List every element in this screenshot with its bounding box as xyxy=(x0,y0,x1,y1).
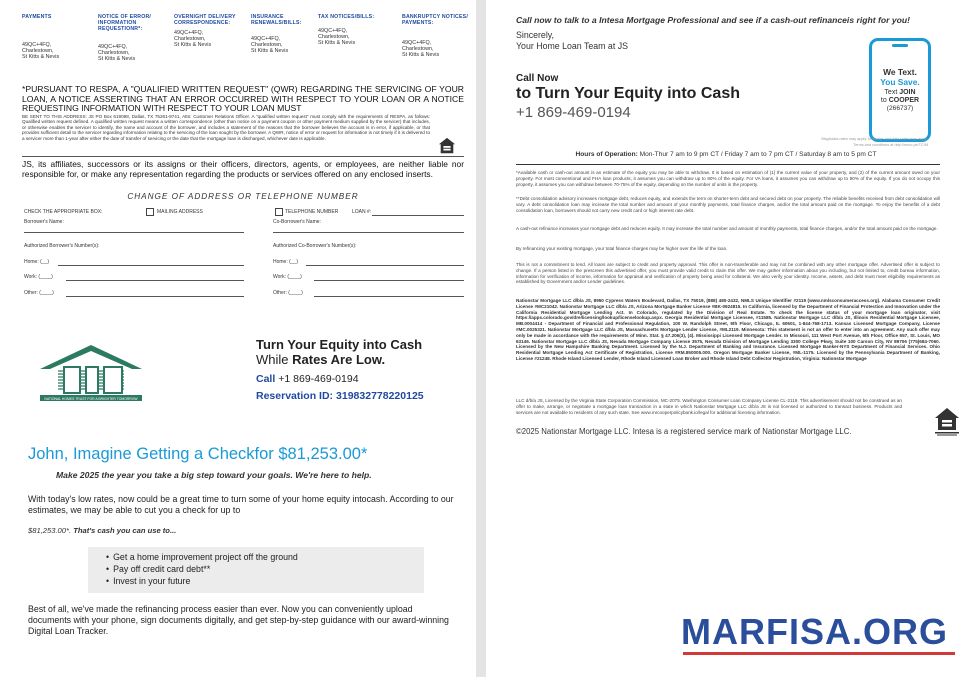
sincerely: Sincerely, xyxy=(516,30,554,40)
watermark-underline xyxy=(683,652,955,655)
equal-housing-opportunity-icon xyxy=(934,406,960,436)
column-address: 49QC+4FQ, Charlestown, St Kitts & Nevis xyxy=(174,30,212,49)
call-now-phone[interactable]: +1 869-469-0194 xyxy=(516,104,631,121)
co-home-phone-label: Home: (__) xyxy=(273,259,299,265)
promo-phone-link[interactable]: +1 869-469-0194 xyxy=(278,373,359,385)
benefits-list xyxy=(98,551,414,587)
hours-label: Hours of Operation: xyxy=(575,151,638,158)
promo-title: Turn Your Equity into Cash xyxy=(256,337,423,352)
closing-paragraph: Best of all, we've made the refinancing process easier than ever. Now you can conveniently upload documents with your phone, sign documents digitally, and get step-by-step guidance with our award-winning Digital Loan Tracker. xyxy=(28,604,449,636)
coborrower-name-label: Co-Borrower's Name: xyxy=(273,219,321,225)
auth-borrower-label: Authorized Borrower's Number(s): xyxy=(24,243,100,249)
list-item: • Get a home improvement project off the ground xyxy=(106,551,414,563)
phone-line-2: You Save. xyxy=(880,77,920,87)
licensing-disclaimer: Nationstar Mortgage LLC d/b/a JS, 8950 Cypress Waters Boulevard, Dallas, TX 75019, (888) 480-2432, NMLS Unique Identifier #2119 (www.nmlsconsumeraccess.org). Alabama Consumer Credit License #MC21042. Nationstar Mortgage LLC d/b/a JS, Arizona Mortgage Banker License #BK-0924815. In California, licensed by the Department of Financial Protection and Innovation under the California Residential Mortgage Lending Act. In Colorado, regulated by the Division of Real Estate. To check the license status of your mortgage loan originator, visit https://apps.colorado.gov/dre/licensing/lookup/licenselookup.aspx. Georgia Residential Mortgage Licensee, #11585. Nationstar Mortgage LLC d/b/a JS, Illinois Residential Mortgage Licensee, MB.0004414 - Department of Financial and Professional Regulation, 100 W. Randolph Street, 9th Floor, Chicago, IL 60601, 1-844-768-1713. Kansas Licensed Mortgage Company, License #MC.0025321. Nationstar Mortgage LLC d/b/a JS, Massachusetts Mortgage Lender License, #ML2119. Minnesota: This statement is not an offer to enter into an agreement. Any such offer may only be made in accordance with the requirements of Minn. Stat. § 47.206(3), (4). Mississippi Licensed Mortgage Lender. In Missouri, 111 West Port Avenue, 6th Floor, Office 657, St. Louis, MO 63146. Nationstar Mortgage LLC d/b/a JS, Nevada Mortgage Company License 3575, Nevada Division of Mortgage Lending 3300 College Pkwy, Suite 100 Carson City, NV 89706 (775)684-7060. Licensed by the New Hampshire Banking Department. Licensed by the N.J. Department of Banking and Insurance. Licensed Mortgage Banker-NYS Department of Financial Services. Ohio Residential Mortgage Lending Act Certificate of Registration, License #RM.850005.000. Oregon Mortgage Banker License, #ML-1175. Licensed by the Pennsylvania Department of Banking, License #21248. Rhode Island Licensed Lender, Rhode Island Licensed Loan Broker and Rhode Island Debt Collector Registration, Virginia: Nationstar Mortgage xyxy=(516,298,940,361)
disclaimer: By refinancing your existing mortgage, your total finance charges may be higher over the life of the loan. xyxy=(516,246,728,251)
phone-line-3b: JOIN xyxy=(899,89,916,96)
column-heading: TAX NOTICES/BILLS: xyxy=(318,14,375,20)
watermark-logo: MARFISA.ORG xyxy=(681,611,948,652)
phone-line-1: We Text. xyxy=(883,67,917,77)
team-name: Your Home Loan Team at JS xyxy=(516,41,628,51)
work-phone-field[interactable] xyxy=(66,280,244,281)
co-other-phone-label: Other: (____) xyxy=(273,290,303,296)
insurance-column xyxy=(251,14,321,55)
sms-note: Msg&data rates may apply. Message and data rates may apply. xyxy=(821,137,928,141)
co-work-phone-field[interactable] xyxy=(314,280,464,281)
logo-tagline: NATIONAL HOMES TRUST FOR A BRIGHTER TOMORROW xyxy=(44,397,138,401)
column-address: 49QC+4FQ, Charlestown, St Kitts & Nevis xyxy=(402,40,440,59)
column-heading: OVERNIGHT DELIVERY CORRESPONDENCE: xyxy=(174,14,236,26)
column-address: 49QC+4FQ, Charlestown, St Kitts & Nevis xyxy=(22,42,60,61)
other-phone-field[interactable] xyxy=(66,296,244,297)
list-item: • Pay off credit card debt** xyxy=(106,563,414,575)
phone-line-5: (266737) xyxy=(886,105,914,112)
telephone-number-label: TELEPHONE NUMBER xyxy=(285,209,339,215)
call-now-title: to Turn Your Equity into Cash xyxy=(516,85,740,102)
nhb-logo xyxy=(36,343,146,403)
column-heading: NOTICE OF ERROR/ INFORMATION REQUESTIONR*: xyxy=(98,14,152,32)
phone-notch xyxy=(892,44,908,47)
promo-sub-bold: Rates Are Low. xyxy=(292,352,386,367)
phone-screen xyxy=(872,67,928,113)
call-to-action-line: Call now to talk to a Intesa Mortgage Professional and see if a cash-out refinanceis right for you! xyxy=(516,15,910,25)
loan-number-label: LOAN #: xyxy=(352,209,372,215)
co-work-phone-label: Work: (____) xyxy=(273,274,302,280)
column-address: 49QC+4FQ, Charlestown, St Kitts & Nevis xyxy=(318,28,356,47)
headline: John, Imagine Getting a Checkfor $81,253.00* xyxy=(28,445,368,463)
notice-of-error-column xyxy=(98,14,168,63)
signature-block xyxy=(516,30,628,52)
sms-terms: Terms and conditions at http://mrco.pe/TC/M xyxy=(853,143,928,147)
text-join-phone-graphic xyxy=(869,38,931,142)
overnight-delivery-column xyxy=(174,14,244,49)
phone-line-4b: COOPER xyxy=(888,97,920,104)
disclaimer: **Debt consolidation advisory increases mortgage debt, reduces equity, and extends the term on shorter-term debt and secured debt on your property. The reliable benefits received from debt consolidation will vary. A debt consolidation loan may increase the total number and amount of your monthly payments, total finance charges, and/or the total amount paid on the mortgage. To enjoy the benefits of a debt consolidation loan, borrowers should not carry new credit card or high interest rate debt. xyxy=(516,196,940,213)
work-phone-label: Work: (____) xyxy=(24,274,53,280)
tax-notices-column xyxy=(318,14,388,47)
column-heading: INSURANCE RENEWALS/BILLS: xyxy=(251,14,302,26)
cash-amount: $81,253.00*. xyxy=(28,526,72,535)
cash-line xyxy=(28,526,176,535)
change-of-address-title: CHANGE OF ADDRESS OR TELEPHONE NUMBER xyxy=(127,192,359,201)
copyright: ©2025 Nationstar Mortgage LLC. Intesa is a registered service mark of Nationstar Mortgage LLC. xyxy=(516,427,852,436)
affiliates-disclaimer: JS, its affiliates, successors or its assigns or their officers, directors, agents, or employees, are neither liable nor responsible for, or make any representation regarding the products or services offered on any enclosed inserts. xyxy=(22,159,464,179)
call-now-label: Call Now xyxy=(516,73,559,84)
promo-reservation-line xyxy=(256,390,476,402)
letter-page xyxy=(486,0,965,677)
column-heading: BANKRUPTCY NOTICES/ PAYMENTS: xyxy=(402,14,468,26)
divider xyxy=(22,156,464,157)
borrower-name-field[interactable] xyxy=(24,232,244,233)
statement-back-page xyxy=(0,0,476,677)
disclaimer: *Available cash or cash-out amount is an estimate of the equity you may be able to withdraw. It is based on estimation of (1) the current value of your property, and (2) of the current amount owed on your property. For most conventional and FHA loan products, it assumes you can withdraw up to 80% of the equity. For VA loans, it assumes you can withdraw up to 90% of the equity. If you do not occupy this property, it assumes you can withdraw between 70-75% of the equity, depending on the number of units in the property. xyxy=(516,170,940,187)
loan-number-field[interactable] xyxy=(372,215,464,216)
hours-text: Mon-Thur 7 am to 9 pm CT / Friday 7 am to 7 pm CT / Saturday 8 am to 5 pm CT xyxy=(637,151,877,158)
equal-housing-icon xyxy=(438,137,456,155)
licensing-disclaimer-cont: LLC d/b/a JS, Licensed by the Virginia State Corporation Commission, MC-2075. Washington Consumer Loan Company License CL-2119. This advertisement should not be construed as an offer to make, arrange, or negotiate a mortgage loan transaction in a state in which Nationstar Mortgage LLC d/b/a JS is not licensed or authorized to transact business. Products and services are not available to residents of any such state. See www.mrcooperpolicybank.io/legal for additional licensing information. xyxy=(516,398,902,415)
column-address: 49QC+4FQ, Charlestown, St Kitts & Nevis xyxy=(98,44,136,63)
promo-sub-while: While xyxy=(256,352,293,367)
intro-paragraph: With today's low rates, now could be a great time to turn some of your home equity intocash. According to our estimates, we may be able to cut you a check for up to xyxy=(28,494,454,515)
hours-of-operation xyxy=(516,151,936,158)
respa-fine-print: BE SENT TO THIS ADDRESS: JS PO Box 619098, Dallas, TX 75261-9741, Attn: Customer Relations Officer. A "qualified written request" must comply with the requirements of RESPA, as follows: Qualified written request defined. A qualified written request means a written correspondence (other than notice on a payment coupon or other payment medium supplied by the servicer) that includes, or otherwise enables the servicer to identify, the name and account of the borrower, and includes a statement of the reasons that the borrower believes the account is in error, if applicable, or that provides sufficient detail to the servicer regarding information relating to the servicing of the loan sought by the borrower. A QWR, notice of error or request for information is not timely if it is delivered to a servicer more than 1-year after either the date of transfer of servicing or the date that the mortgage loan is discharged, whichever date is applicable. xyxy=(22,114,430,141)
mailing-address-label: MAILING ADDRESS xyxy=(157,209,203,215)
home-phone-field[interactable] xyxy=(58,265,244,266)
phone-line-4a: to xyxy=(880,97,889,104)
co-other-phone-field[interactable] xyxy=(314,296,464,297)
mailing-address-checkbox[interactable] xyxy=(146,208,154,216)
payments-column xyxy=(22,14,92,61)
payment-addresses xyxy=(22,14,468,70)
check-box-label: CHECK THE APPROPRIATE BOX: xyxy=(24,209,103,215)
promo-subtitle xyxy=(256,352,476,367)
auth-coborrower-label: Authorized Co-Borrower's Number(s): xyxy=(273,243,357,249)
borrower-name-label: Borrower's Name: xyxy=(24,219,64,225)
benefits-box xyxy=(88,547,424,593)
other-phone-label: Other: (____) xyxy=(24,290,54,296)
phone-line-3 xyxy=(872,89,928,97)
home-phone-label: Home: (__) xyxy=(24,259,50,265)
reservation-id: 319832778220125 xyxy=(336,390,424,402)
coborrower-name-field[interactable] xyxy=(273,232,464,233)
telephone-number-checkbox[interactable] xyxy=(275,208,283,216)
promo-call-line xyxy=(256,373,476,385)
promo-call-label: Call xyxy=(256,373,276,385)
equity-promo xyxy=(256,338,476,402)
cash-rest: That's cash you can use to... xyxy=(71,526,177,535)
disclaimer: This is not a commitment to lend. All loans are subject to credit and property approval. This offer is non-transferable and may not be combined with any other mortgage offer. Advertised offer is subject to change. If a person listed in the prescreen this advertised offer, you must provide valid credit to claim this offer. We may gather information about you including, but not limited to, credit bureau information, information for verification of income, information for appraisal and verification of property being used for collateral. We also verify your identity. Income, assets, and debt must meet eligibility requirements as established by Government and/or Lender guidelines. xyxy=(516,262,940,285)
phone-line-4 xyxy=(872,97,928,105)
respa-notice: *PURSUANT TO RESPA, A "QUALIFIED WRITTEN REQUEST" (QWR) REGARDING THE SERVICING OF YOUR LOAN, A NOTICE ASSERTING THAT AN ERROR OCCURRED WITH RESPECT TO YOUR LOAN OR A NOTICE REQUESTING INFORMATION WITH RESPECT TO YOUR LOAN MUST xyxy=(22,84,464,114)
column-heading: PAYMENTS xyxy=(22,14,52,20)
phone-line-3a: Text xyxy=(884,89,900,96)
reservation-label: Reservation ID: xyxy=(256,390,334,402)
subheadline: Make 2025 the year you take a big step toward your goals. We're here to help. xyxy=(56,470,372,480)
disclaimer: A cash-out refinance increases your mortgage debt and reduces equity. It may increase the total number and amount of monthly payments, total finance charges, and/or the total amount paid on the mortgage. xyxy=(516,226,938,231)
bankruptcy-column xyxy=(402,14,472,59)
divider xyxy=(516,164,940,165)
co-home-phone-field[interactable] xyxy=(306,265,464,266)
list-item: • Invest in your future xyxy=(106,575,414,587)
column-address: 49QC+4FQ, Charlestown, St Kitts & Nevis xyxy=(251,36,289,55)
